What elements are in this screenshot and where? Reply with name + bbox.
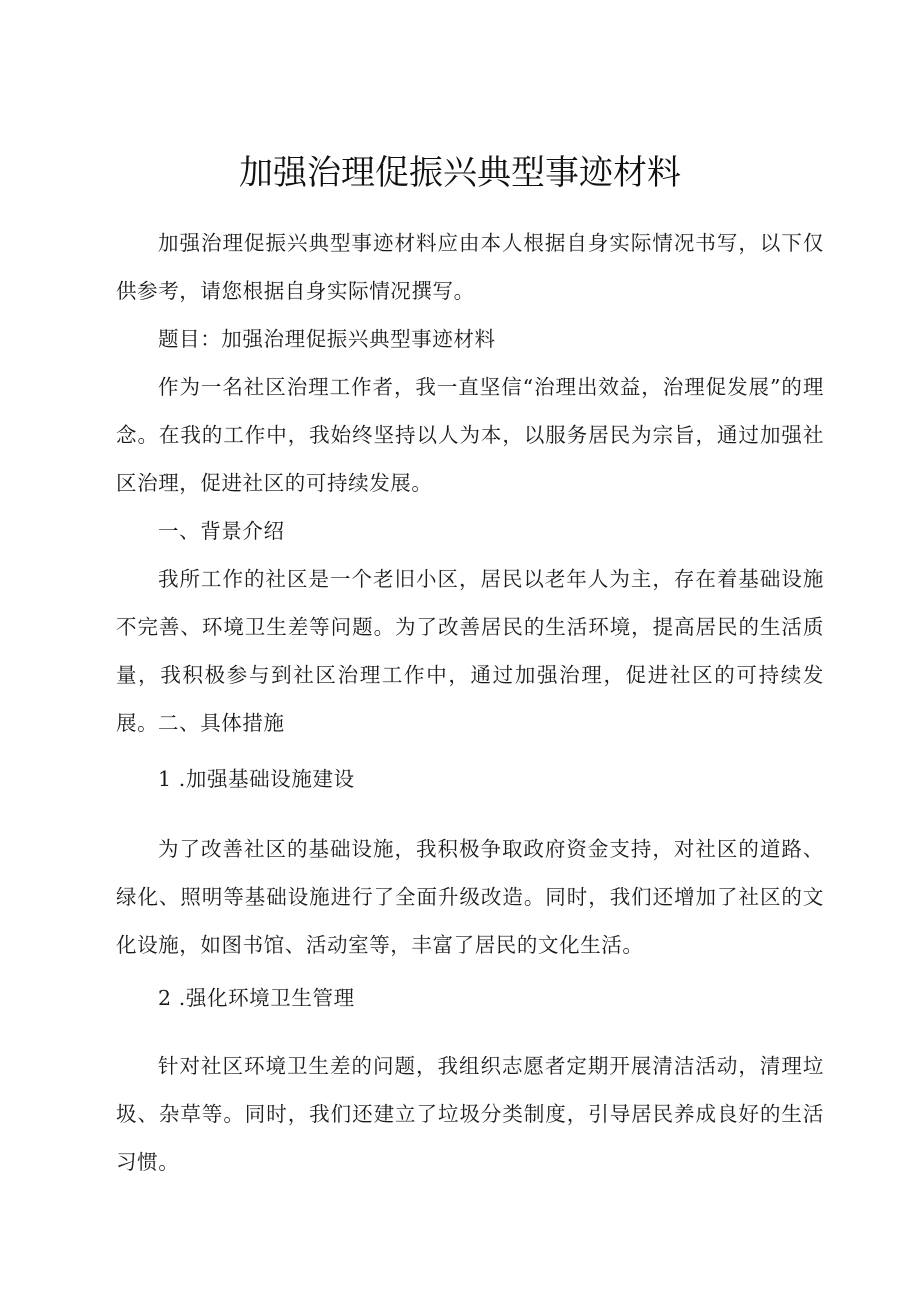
sanitation-paragraph: 针对社区环境卫生差的问题，我组织志愿者定期开展清洁活动，清理垃圾、杂草等。同时，我们还建立了垃圾分类制度，引导居民养成良好的生活习惯。 [116, 1054, 824, 1174]
topic-line: 题目：加强治理促振兴典型事迹材料 [158, 327, 496, 351]
section-heading-background: 一、背景介绍 [158, 519, 285, 543]
measure-heading-sanitation: 2 .强化环境卫生管理 [158, 986, 355, 1010]
background-paragraph: 我所工作的社区是一个老旧小区，居民以老年人为主，存在着基础设施不完善、环境卫生差等问题。为了改善居民的生活环境，提高居民的生活质量，我积极参与到社区治理工作中，通过加强治理，促进社区的可持续发展。 [116, 567, 824, 735]
intro-paragraph: 加强治理促振兴典型事迹材料应由本人根据自身实际情况书写，以下仅供参考，请您根据自身实际情况撰写。 [116, 231, 824, 303]
opening-paragraph: 作为一名社区治理工作者，我一直坚信“治理出效益，治理促发展”的理念。在我的工作中，我始终坚持以人为本，以服务居民为宗旨，通过加强社区治理，促进社区的可持续发展。 [116, 375, 824, 495]
section-heading-measures: 二、具体措施 [158, 711, 285, 735]
infrastructure-paragraph: 为了改善社区的基础设施，我积极争取政府资金支持，对社区的道路、绿化、照明等基础设施进行了全面升级改造。同时，我们还增加了社区的文化设施，如图书馆、活动室等，丰富了居民的文化生活。 [116, 837, 824, 957]
document-title: 加强治理促振兴典型事迹材料 [239, 152, 681, 193]
measure-heading-infrastructure: 1 .加强基础设施建设 [158, 767, 355, 791]
